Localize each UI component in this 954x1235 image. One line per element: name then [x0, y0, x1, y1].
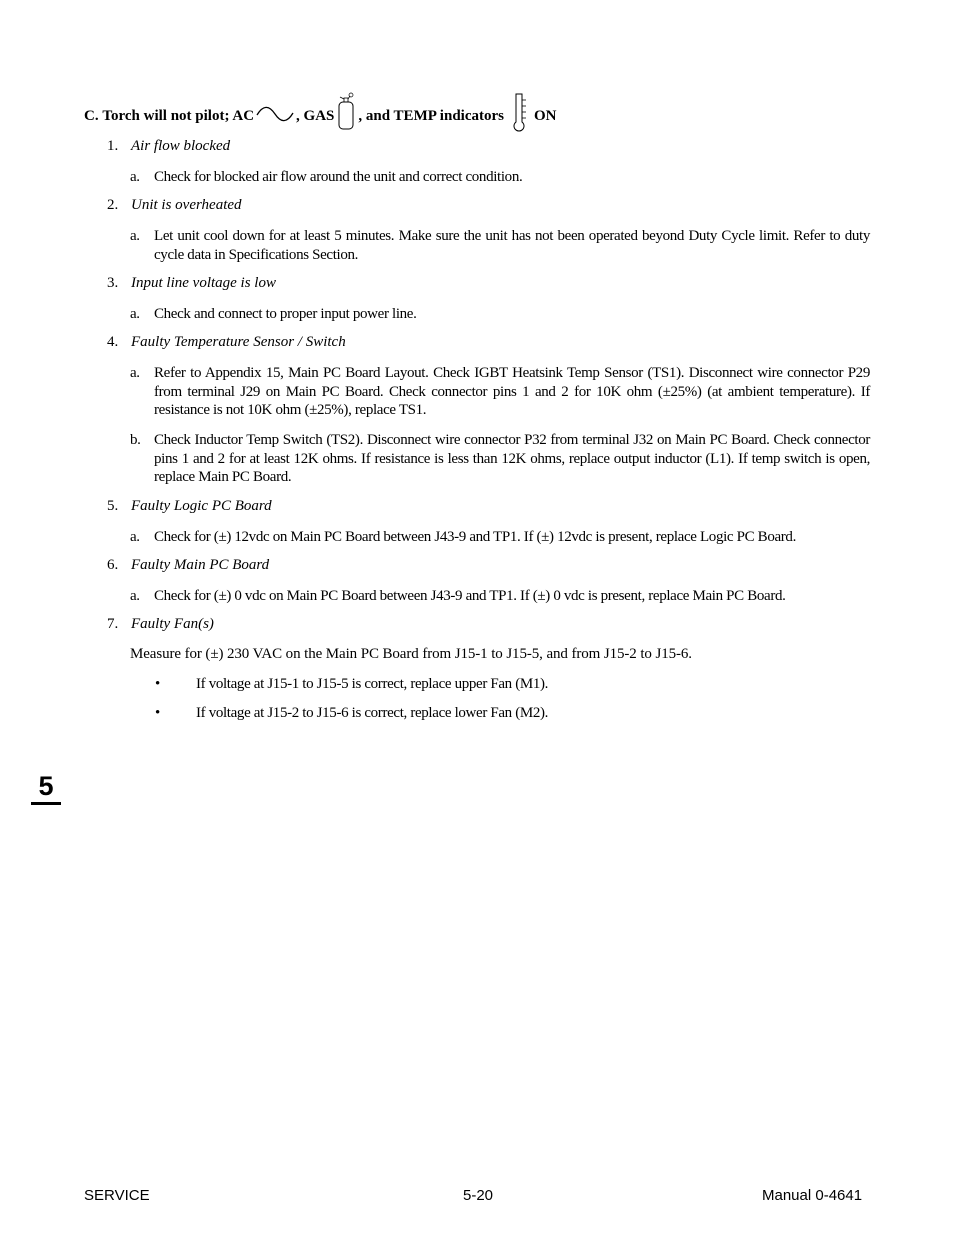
item-title	[107, 498, 272, 515]
item-number: 5.	[107, 498, 119, 514]
sub-item-text: Check for blocked air flow around the unit and correct condition.	[154, 169, 523, 185]
footer-left: SERVICE	[84, 1187, 150, 1204]
sub-item	[130, 528, 870, 547]
item-number: 4.	[107, 334, 119, 350]
item-number: 3.	[107, 275, 119, 291]
section-heading	[84, 96, 556, 137]
item-title-text: Air flow blocked	[131, 138, 231, 154]
item-title-text: Input line voltage is low	[131, 275, 276, 291]
sub-item-label: a.	[130, 169, 140, 185]
item-number: 1.	[107, 138, 119, 154]
bullet-icon: •	[155, 676, 160, 692]
item-title-text: Faulty Logic PC Board	[131, 498, 272, 514]
sub-item	[130, 305, 870, 324]
sub-item-label: a.	[130, 529, 140, 545]
footer-right: Manual 0-4641	[762, 1187, 863, 1204]
bullet-text: If voltage at J15-2 to J15-6 is correct, replace lower Fan (M2).	[196, 705, 549, 721]
item-number: 2.	[107, 197, 119, 213]
bullet-text: If voltage at J15-1 to J15-5 is correct, replace upper Fan (M1).	[196, 676, 549, 692]
sub-item-label: a.	[130, 365, 140, 381]
heading-letter: C.	[84, 108, 99, 124]
sub-item-label: a.	[130, 228, 140, 244]
section-tab: 5	[31, 770, 61, 805]
sub-item-text: Check for (±) 12vdc on Main PC Board between J43-9 and TP1. If (±) 12vdc is present, replace Logic PC Board.	[154, 529, 796, 545]
sub-item-text: Check for (±) 0 vdc on Main PC Board between J43-9 and TP1. If (±) 0 vdc is present, replace Main PC Board.	[154, 588, 786, 604]
bullet-item	[155, 676, 548, 693]
item-number: 6.	[107, 557, 119, 573]
sub-item-text: Check Inductor Temp Switch (TS2). Disconnect wire connector P32 from terminal J32 on Main PC Board. Check connector pins 1 and 2 for at least 12K ohms. If resistance is less than 12K ohms, replace output inductor (L1). If temp switch is open, replace Main PC Board.	[154, 432, 870, 485]
item-title-text: Faulty Temperature Sensor / Switch	[131, 334, 346, 350]
bullet-item	[155, 705, 548, 722]
sub-item	[130, 587, 870, 606]
item-number: 7.	[107, 616, 119, 632]
footer-page-number: 5-20	[463, 1187, 494, 1204]
sub-item-text: Let unit cool down for at least 5 minutes. Make sure the unit has not been operated beyond Duty Cycle limit. Refer to duty cycle data in Specifications Section.	[154, 228, 870, 263]
sub-item-label: a.	[130, 588, 140, 604]
sub-item	[130, 227, 870, 264]
bullet-icon: •	[155, 705, 160, 721]
item-title	[107, 197, 242, 214]
ac-wave-icon	[256, 106, 294, 127]
sub-item	[130, 431, 870, 487]
heading-text-3: , and TEMP indicators	[358, 108, 504, 124]
sub-item	[130, 364, 870, 420]
heading-text-4: ON	[533, 108, 557, 124]
measure-text: Measure for (±) 230 VAC on the Main PC Board from J15-1 to J15-5, and from J15-2 to J15-6.	[130, 646, 692, 662]
heading-text-1: Torch will not pilot; AC	[102, 108, 255, 124]
item-title-text: Faulty Fan(s)	[131, 616, 214, 632]
item-title-text: Faulty Main PC Board	[131, 557, 270, 573]
item-title	[107, 275, 276, 292]
item-title-text: Unit is overheated	[131, 197, 242, 213]
item-title	[107, 557, 269, 574]
sub-item-text: Refer to Appendix 15, Main PC Board Layout. Check IGBT Heatsink Temp Sensor (TS1). Disconnect wire connector P29 from terminal J29 on Main PC Board. Check connector pins 1 and 2 for 10K ohm (±25%) (at ambient temperature). If resistance is not 10K ohm (±25%), replace TS1.	[154, 365, 870, 418]
item-title	[107, 334, 346, 351]
thermometer-icon	[512, 96, 528, 137]
item-title	[107, 616, 214, 633]
heading-text-2: , GAS	[296, 108, 335, 124]
item-title	[107, 138, 230, 155]
sub-item	[130, 168, 870, 187]
sub-item-label: b.	[130, 432, 141, 448]
sub-item-text: Check and connect to proper input power line.	[154, 306, 417, 322]
gas-cylinder-icon	[336, 98, 356, 135]
sub-item-label: a.	[130, 306, 140, 322]
